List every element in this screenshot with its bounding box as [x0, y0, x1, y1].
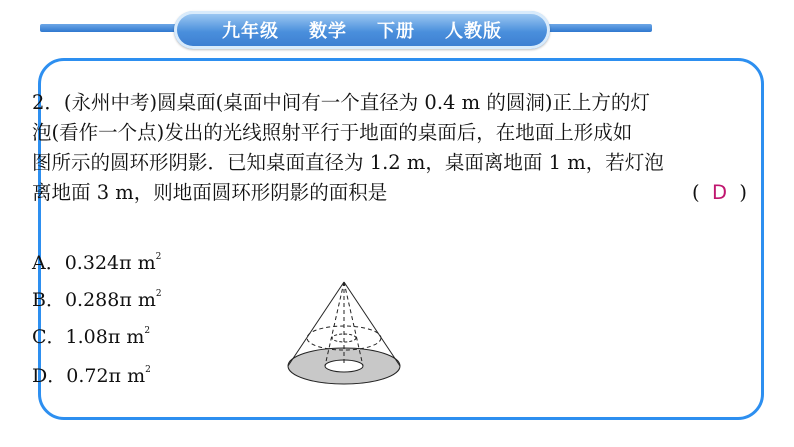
option-b-exponent: 2: [155, 289, 162, 299]
question-line-4: [32, 178, 772, 208]
answer-bracket: [692, 178, 747, 208]
option-a: [32, 248, 161, 275]
header-rule-right: [548, 24, 652, 32]
question-line-2: 泡(看作一个点)发出的光线照射平行于地面的桌面后，在地面上形成如: [32, 121, 633, 144]
question-line-4-text: 离地面 3 m，则地面圆环形阴影的面积是: [32, 181, 388, 204]
option-d: [32, 361, 151, 388]
subject-label: 数学: [309, 21, 347, 42]
option-c-exponent: 2: [144, 326, 151, 336]
option-c: [32, 322, 150, 349]
option-c-text: C．1.08π m: [32, 326, 145, 348]
option-b-text: B．0.288π m: [32, 289, 156, 311]
option-d-exponent: 2: [145, 365, 151, 375]
question-line-3: 图所示的圆环形阴影．已知桌面直径为 1.2 m，桌面离地面 1 m，若灯泡: [32, 151, 664, 174]
option-b: [32, 285, 162, 312]
question-text: [32, 88, 772, 208]
cone-shadow-figure: [286, 280, 406, 400]
header-rule-left: [40, 24, 188, 32]
answer-choice: D: [712, 181, 728, 204]
question-line-1: 2．(永州中考)圆桌面(桌面中间有一个直径为 0.4 m 的圆洞)正上方的灯: [32, 91, 650, 114]
volume-label: 下册: [377, 21, 415, 42]
paren-close: ): [727, 181, 748, 204]
option-d-text: D．0.72π m: [32, 365, 146, 387]
option-a-text: A．0.324π m: [32, 252, 156, 274]
edition-label: 人教版: [445, 21, 502, 42]
header-banner: [174, 11, 550, 49]
option-a-exponent: 2: [155, 252, 162, 262]
paren-open: (: [692, 181, 713, 204]
grade-label: 九年级: [222, 21, 279, 42]
